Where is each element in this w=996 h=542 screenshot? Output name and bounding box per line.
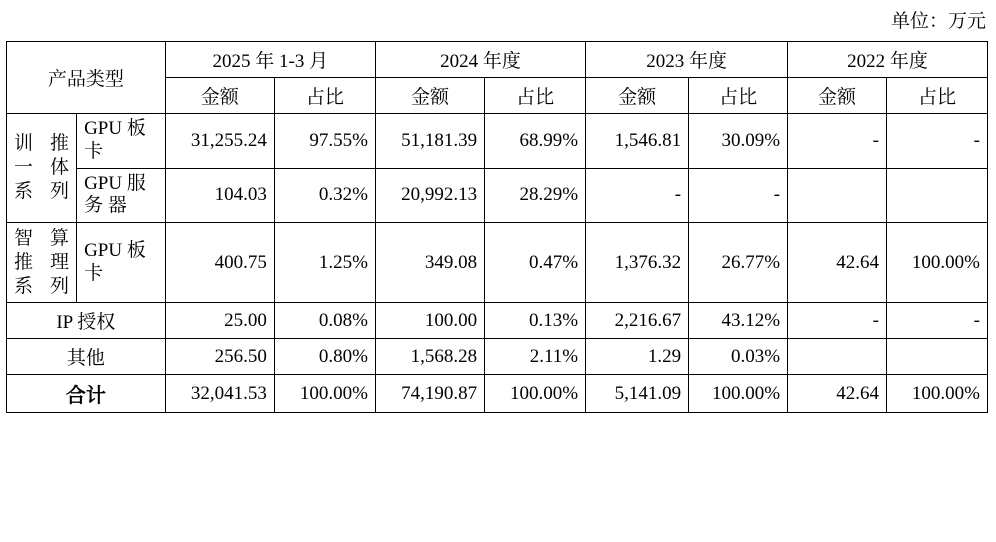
cell-amount: [788, 339, 887, 375]
cell-amount: 31,255.24: [165, 114, 274, 169]
cell-amount: -: [788, 114, 887, 169]
cell-ratio: -: [886, 303, 987, 339]
cell-ratio: 100.00%: [274, 375, 375, 413]
subheader-ratio-2: 占比: [689, 78, 788, 114]
cell-ratio: 68.99%: [485, 114, 586, 169]
cell-amount: 1,568.28: [375, 339, 484, 375]
cell-ratio: [886, 339, 987, 375]
table-row: [7, 339, 988, 375]
cell-ratio: 0.80%: [274, 339, 375, 375]
row-label-ip-license: IP 授权: [7, 303, 166, 339]
table-row-total: [7, 375, 988, 413]
cell-ratio: 0.08%: [274, 303, 375, 339]
cell-ratio: 97.55%: [274, 114, 375, 169]
row-item-label-2: GPU 板卡: [77, 223, 166, 303]
subheader-ratio-0: 占比: [274, 78, 375, 114]
cell-amount: 20,992.13: [375, 168, 484, 223]
header-period-1: 2024 年度: [375, 42, 585, 78]
cell-ratio: 0.47%: [485, 223, 586, 303]
subheader-amount-0: 金额: [165, 78, 274, 114]
subheader-amount-2: 金额: [586, 78, 689, 114]
row-group-label-0: 训 推 一 体 系 列: [7, 114, 77, 223]
header-product-type: 产品类型: [7, 42, 166, 114]
cell-ratio: 1.25%: [274, 223, 375, 303]
cell-ratio: 100.00%: [886, 223, 987, 303]
subheader-amount-3: 金额: [788, 78, 887, 114]
table-row: [7, 114, 988, 169]
cell-amount: 32,041.53: [165, 375, 274, 413]
cell-ratio: -: [689, 168, 788, 223]
cell-amount: 42.64: [788, 223, 887, 303]
cell-amount: 100.00: [375, 303, 484, 339]
cell-amount: 349.08: [375, 223, 484, 303]
header-period-3: 2022 年度: [788, 42, 988, 78]
table-row: [7, 168, 988, 223]
row-label-total: 合计: [7, 375, 166, 413]
cell-ratio: 100.00%: [485, 375, 586, 413]
cell-amount: 5,141.09: [586, 375, 689, 413]
cell-amount: -: [586, 168, 689, 223]
cell-ratio: 43.12%: [689, 303, 788, 339]
row-item-label-1: GPU 服 务 器: [77, 168, 166, 223]
product-revenue-table: [6, 41, 988, 413]
header-period-2: 2023 年度: [586, 42, 788, 78]
cell-amount: 51,181.39: [375, 114, 484, 169]
cell-ratio: 26.77%: [689, 223, 788, 303]
subheader-ratio-3: 占比: [886, 78, 987, 114]
cell-ratio: 2.11%: [485, 339, 586, 375]
cell-amount: 25.00: [165, 303, 274, 339]
cell-ratio: 30.09%: [689, 114, 788, 169]
cell-ratio: 100.00%: [886, 375, 987, 413]
row-group-label-2: 智 算 推 理 系 列: [7, 223, 77, 303]
cell-ratio: 28.29%: [485, 168, 586, 223]
cell-ratio: [886, 168, 987, 223]
cell-ratio: 0.32%: [274, 168, 375, 223]
header-period-0: 2025 年 1-3 月: [165, 42, 375, 78]
row-item-label-0: GPU 板卡: [77, 114, 166, 169]
cell-amount: 400.75: [165, 223, 274, 303]
cell-ratio: 100.00%: [689, 375, 788, 413]
cell-amount: 1,376.32: [586, 223, 689, 303]
unit-note: 单位：万元: [890, 11, 986, 32]
row-label-other: 其他: [7, 339, 166, 375]
cell-amount: -: [788, 303, 887, 339]
cell-ratio: 0.13%: [485, 303, 586, 339]
table-row: [7, 303, 988, 339]
table-header-row-periods: [7, 42, 988, 78]
cell-amount: 2,216.67: [586, 303, 689, 339]
cell-ratio: -: [886, 114, 987, 169]
cell-amount: [788, 168, 887, 223]
subheader-ratio-1: 占比: [485, 78, 586, 114]
cell-amount: 256.50: [165, 339, 274, 375]
table-row: [7, 223, 988, 303]
cell-ratio: 0.03%: [689, 339, 788, 375]
cell-amount: 42.64: [788, 375, 887, 413]
cell-amount: 1.29: [586, 339, 689, 375]
subheader-amount-1: 金额: [375, 78, 484, 114]
cell-amount: 74,190.87: [375, 375, 484, 413]
cell-amount: 1,546.81: [586, 114, 689, 169]
cell-amount: 104.03: [165, 168, 274, 223]
